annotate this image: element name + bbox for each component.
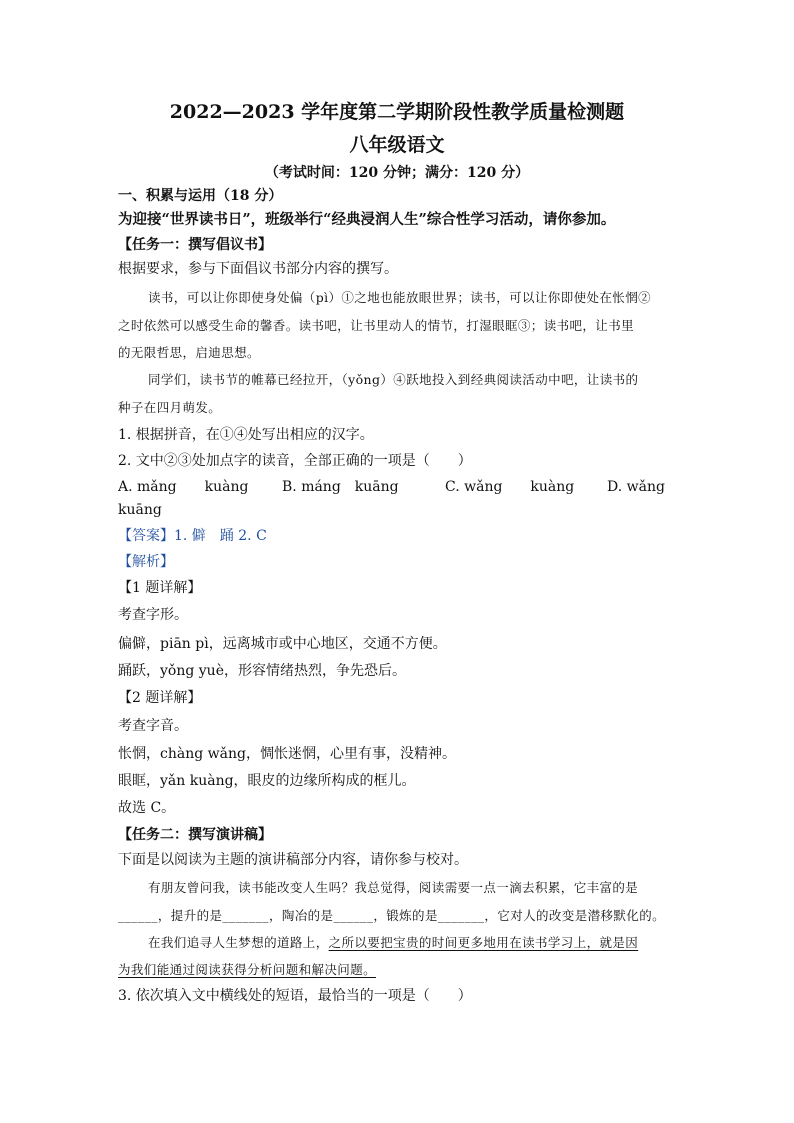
q2-option-d: D. wǎng [607,479,665,495]
q2-detail-line: 眼眶，yǎn kuàng，眼皮的边缘所构成的框儿。 [118,773,416,789]
exam-info: （考试时间：120 分钟；满分：120 分） [264,165,530,181]
q2-detail-line: 怅惘，chàng wǎng，惆怅迷惘，心里有事，没精神。 [118,746,456,762]
passage2-line: ______，提升的是_______，陶冶的是______，锻炼的是_______，它对人的改变是潜移默化的。 [118,908,666,923]
answer-line: 【答案】1. 僻 踊 2. C [118,528,267,544]
q1-detail-line: 踊跃，yǒng yuè，形容情绪热烈，争先恐后。 [118,663,406,679]
passage2-line: 有朋友曾问我，读书能改变人生吗？我总觉得，阅读需要一点一滴去积累，它丰富的是 [148,880,639,895]
q2-option-b: B. máng kuāng [282,479,399,495]
q2-option-c: C. wǎng kuàng [445,479,575,495]
q2-detail-line: 故选 C。 [118,800,176,816]
section-heading: 一、积累与运用（18 分） [118,188,283,204]
passage1-line: 的无限哲思，启迪思想。 [118,345,260,360]
q2-detail-title: 【2 题详解】 [118,690,202,706]
passage2-underlined-line: 为我们能通过阅读获得分析问题和解决问题。 [118,962,377,977]
question-1: 1. 根据拼音，在①④处写出相应的汉字。 [118,427,374,443]
q2-option-a: A. mǎng kuàng [118,479,249,495]
q1-detail-line: 考查字形。 [118,607,188,623]
question-3: 3. 依次填入文中横线处的短语，最恰当的一项是（ ） [118,988,472,1004]
passage2-plain-text: 在我们追寻人生梦想的道路上， [148,935,329,950]
task1-title: 【任务一：撰写倡议书】 [118,237,272,253]
q2-detail-line: 考查字音。 [118,718,188,734]
passage2-underlined-text: 之所以要把宝贵的时间更多地用在读书学习上，就是因 [328,935,639,950]
exam-title: 2022—2023 学年度第二学期阶段性教学质量检测题 [169,101,625,123]
task2-description: 下面是以阅读为主题的演讲稿部分内容，请你参与校对。 [118,852,468,868]
activity-intro: 为迎接“世界读书日”，班级举行“经典浸润人生”综合性学习活动，请你参加。 [118,211,616,228]
exam-subtitle: 八年级语文 [349,134,445,156]
passage1-line: 同学们，读书节的帷幕已经拉开，（yǒng）④跃地投入到经典阅读活动中吧，让读书的 [148,372,639,387]
q2-option-d-continued: kuāng [118,502,162,518]
passage1-line: 之时依然可以感受生命的馨香。读书吧，让书里动人的情节，打湿眼眶③；读书吧，让书里 [118,318,635,333]
q1-detail-title: 【1 题详解】 [118,580,202,596]
task2-title: 【任务二：撰写演讲稿】 [118,827,272,843]
passage2-line [148,933,638,953]
q1-detail-line: 偏僻，piān pì，远离城市或中心地区，交通不方便。 [118,636,447,652]
passage1-line: 读书，可以让你即使身处偏（pì）①之地也能放眼世界；读书，可以让你即使处在怅惘② [148,290,652,305]
passage1-line: 种子在四月萌发。 [118,400,222,415]
analysis-label: 【解析】 [118,554,174,570]
question-2: 2. 文中②③处加点字的读音，全部正确的一项是（ ） [118,453,472,469]
task1-description: 根据要求，参与下面倡议书部分内容的撰写。 [118,261,398,277]
